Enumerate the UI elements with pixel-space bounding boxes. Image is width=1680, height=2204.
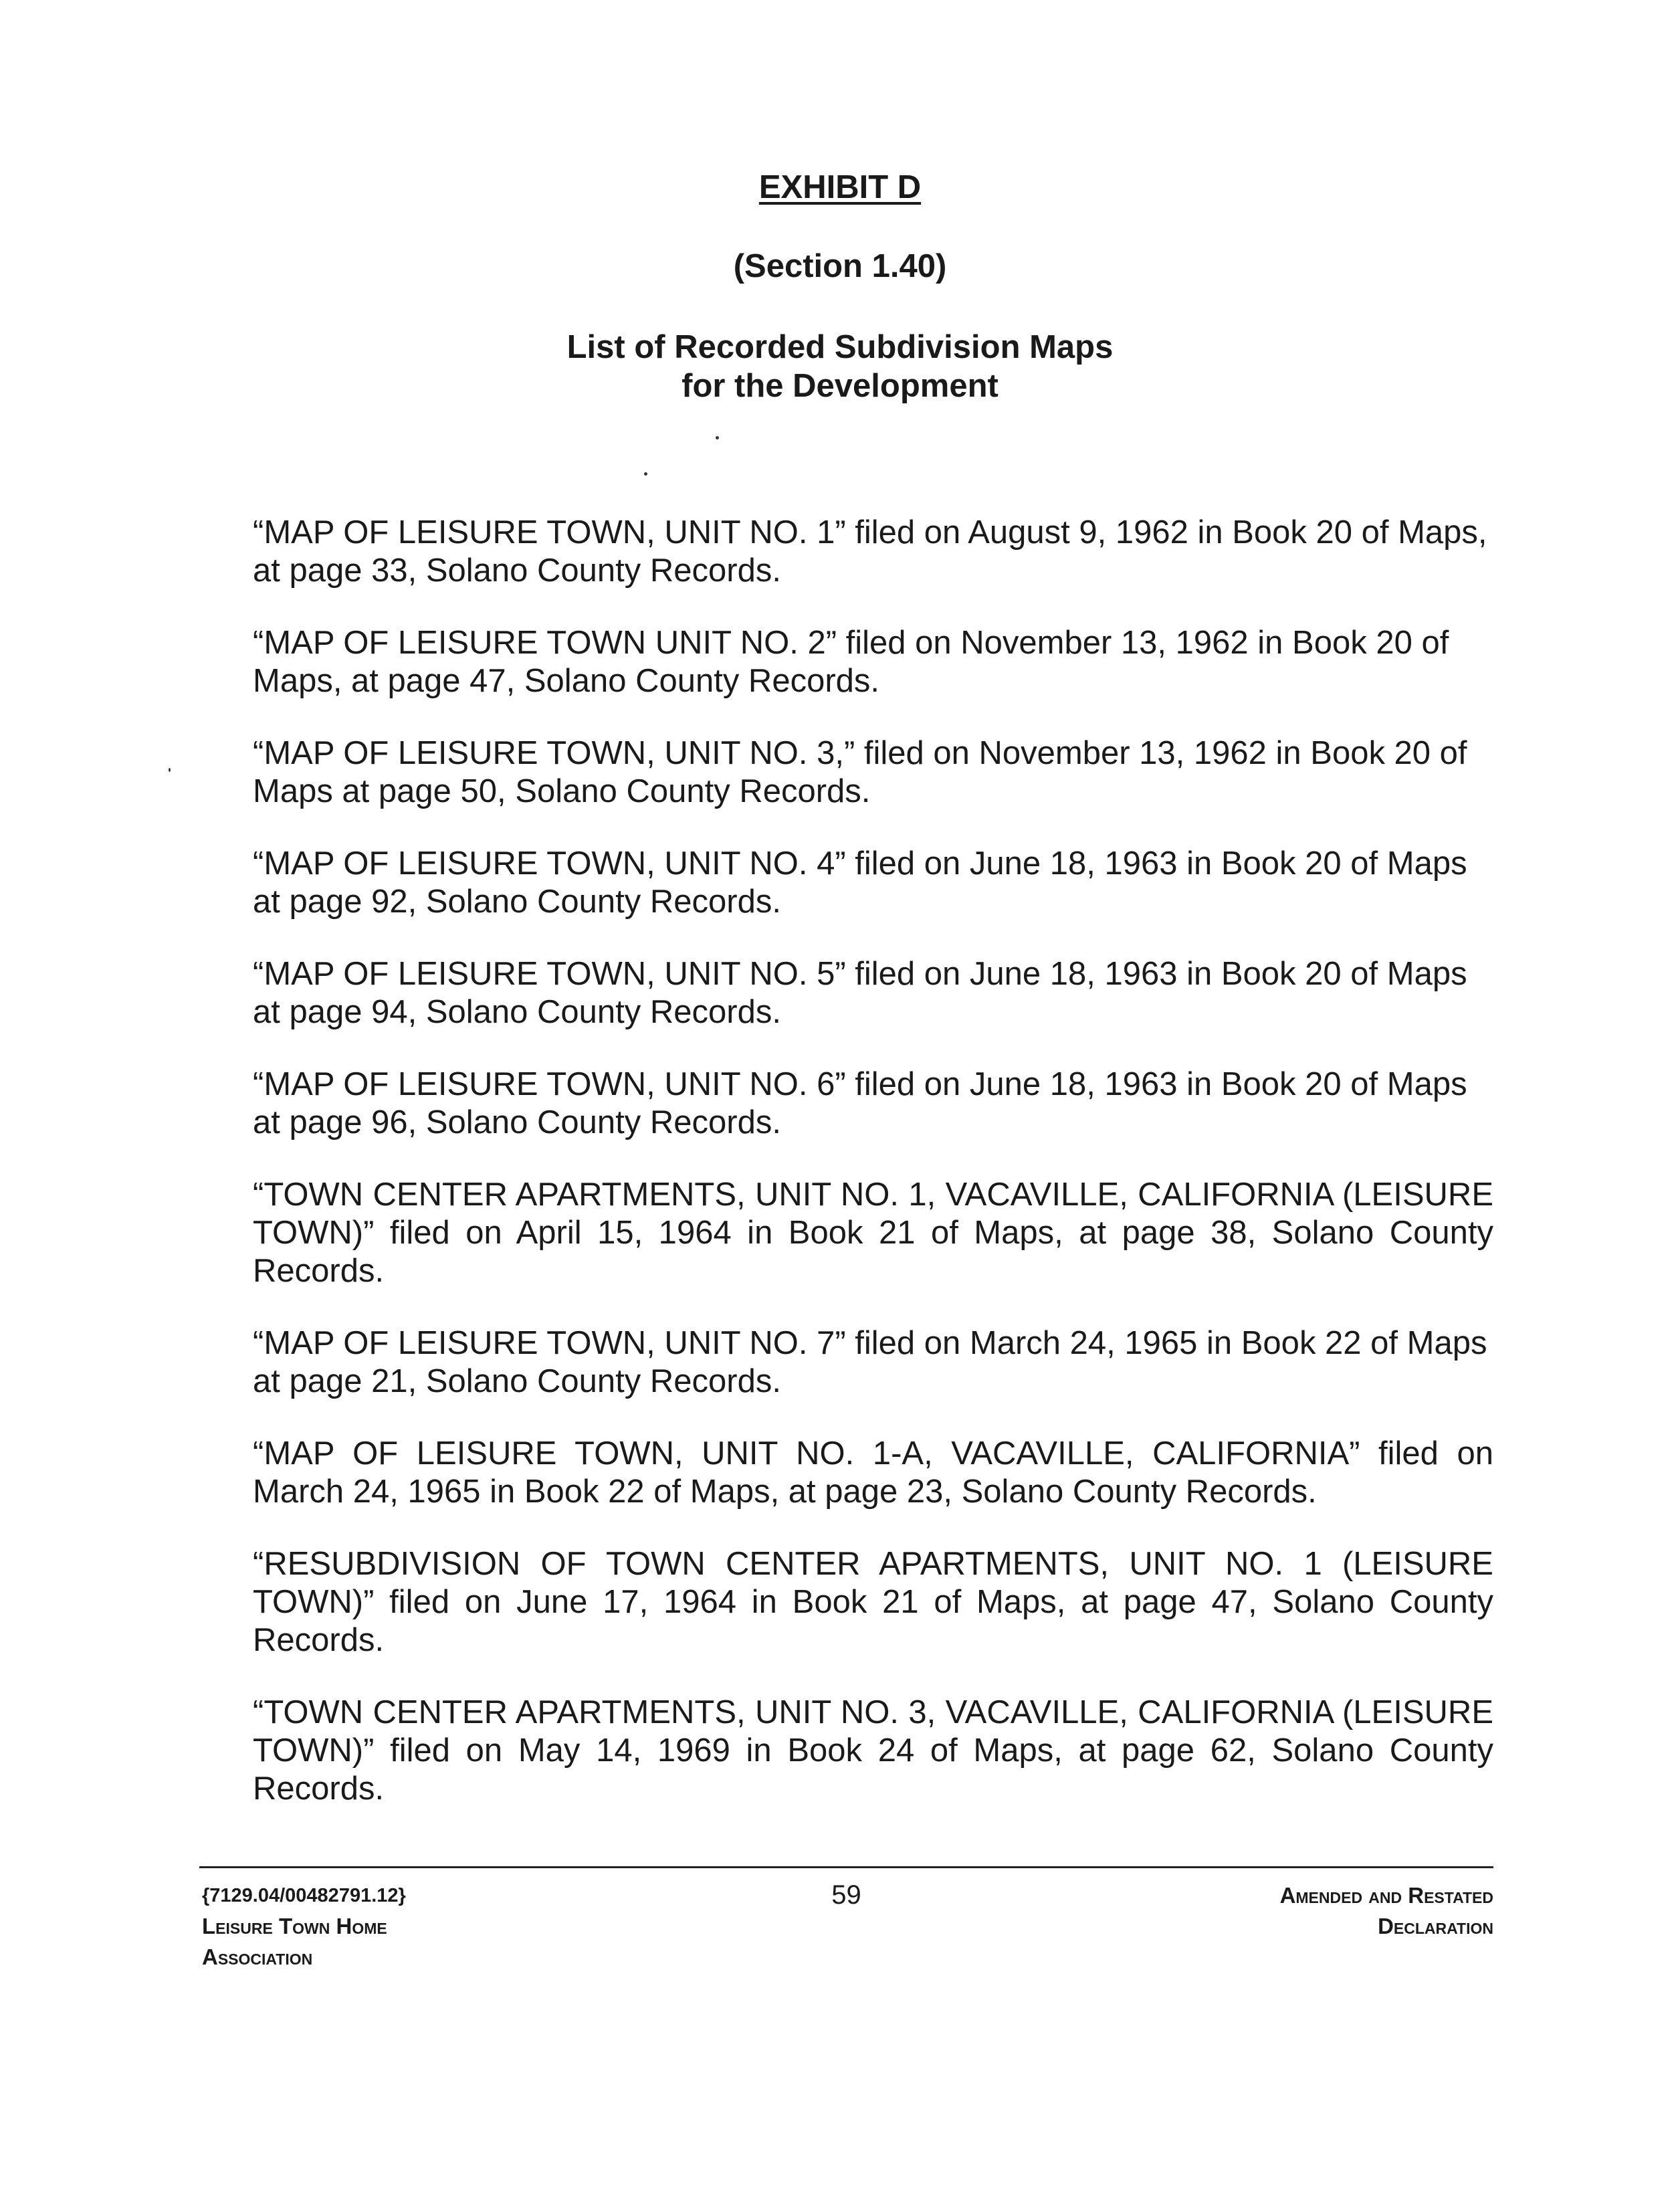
exhibit-title: EXHIBIT D [758,169,922,205]
section-reference: (Section 1.40) [733,248,947,284]
map-entry: “RESUBDIVISION OF TOWN CENTER APARTMENTS, UNIT NO. 1 (LEISURE TOWN)” filed on June 17, 1964 in Book 21 of Maps, at page 47, Solano County Records. [253,1546,1493,1658]
map-entry: “MAP OF LEISURE TOWN, UNIT NO. 1-A, VACAVILLE, CALIFORNIA” filed on March 24, 1965 in Book 22 of Maps, at page 23, Solano County Records. [253,1435,1493,1510]
map-entry: “MAP OF LEISURE TOWN, UNIT NO. 4” filed on June 18, 1963 in Book 20 of Maps at page 92, Solano County Records. [253,845,1467,920]
map-entry: “TOWN CENTER APARTMENTS, UNIT NO. 1, VACAVILLE, CALIFORNIA (LEISURE TOWN)” filed on April 15, 1964 in Book 21 of Maps, at page 38, Solano County Records. [253,1177,1493,1289]
map-entry: “MAP OF LEISURE TOWN, UNIT NO. 6” filed on June 18, 1963 in Book 20 of Maps at page 96, Solano County Records. [253,1066,1467,1140]
document-type-line-1: Amended and Restated [1279,1883,1493,1908]
association-name-line-1: Leisure Town Home [202,1914,387,1938]
page-number: 59 [831,1880,861,1910]
map-entry: “MAP OF LEISURE TOWN, UNIT NO. 7” filed on March 24, 1965 in Book 22 of Maps at page 21, Solano County Records. [253,1325,1487,1399]
footer-right [1280,1880,1493,1942]
document-number: {7129.04/00482791.12} [202,1885,406,1906]
scan-speck [716,436,719,439]
list-title-line-1: List of Recorded Subdivision Maps [566,329,1114,365]
map-entry: “TOWN CENTER APARTMENTS, UNIT NO. 3, VACAVILLE, CALIFORNIA (LEISURE TOWN)” filed on May 14, 1969 in Book 24 of Maps, at page 62, Solano County Records. [253,1694,1493,1807]
document-type-line-2: Declaration [1378,1914,1493,1938]
list-title [0,328,1680,405]
scan-speck [644,472,647,476]
map-entry: “MAP OF LEISURE TOWN, UNIT NO. 1” filed on August 9, 1962 in Book 20 of Maps, at page 33, Solano County Records. [253,514,1487,589]
page-footer [199,1866,1493,1982]
association-name-line-2: Association [202,1944,313,1969]
list-title-line-2: for the Development [681,368,999,404]
map-entry: “MAP OF LEISURE TOWN UNIT NO. 2” filed on November 13, 1962 in Book 20 of Maps, at page 47, Solano County Records. [253,625,1449,699]
map-entry-list [253,514,1493,1842]
map-entry: “MAP OF LEISURE TOWN, UNIT NO. 3,” filed on November 13, 1962 in Book 20 of Maps at page 50, Solano County Records. [253,735,1467,809]
scan-speck [169,768,171,772]
map-entry: “MAP OF LEISURE TOWN, UNIT NO. 5” filed on June 18, 1963 in Book 20 of Maps at page 94, Solano County Records. [253,956,1467,1030]
